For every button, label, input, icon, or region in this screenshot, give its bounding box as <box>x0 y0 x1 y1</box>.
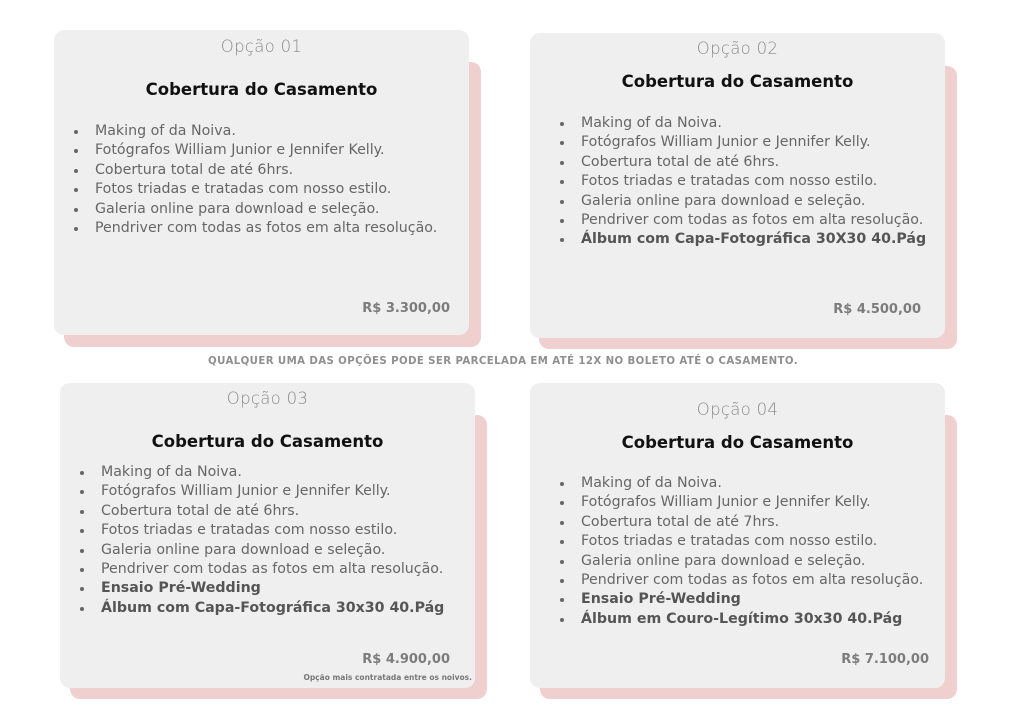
bullet-icon <box>80 549 84 553</box>
bullet-icon <box>560 219 564 223</box>
list-item: Cobertura total de até 6hrs. <box>74 161 437 180</box>
bullet-icon <box>80 510 84 514</box>
bullet-icon <box>560 598 564 602</box>
list-item: Fotos triadas e tratadas com nosso estilo. <box>80 521 444 540</box>
bullet-icon <box>560 540 564 544</box>
bullet-icon <box>80 587 84 591</box>
option-label: Opção 01 <box>220 37 303 56</box>
list-item: Fotógrafos William Junior e Jennifer Kelly. <box>74 141 437 160</box>
bullet-icon <box>560 560 564 564</box>
price: R$ 4.500,00 <box>833 302 921 317</box>
list-item: Making of da Noiva. <box>560 474 923 493</box>
list-item: Pendriver com todas as fotos em alta resolução. <box>560 571 923 590</box>
list-item: Fotógrafos William Junior e Jennifer Kelly. <box>560 133 926 152</box>
option-label: Opção 03 <box>226 389 309 408</box>
list-item: Cobertura total de até 6hrs. <box>80 502 444 521</box>
bullet-icon <box>74 130 78 134</box>
list-item: Pendriver com todas as fotos em alta resolução. <box>74 219 437 238</box>
bullet-icon <box>80 471 84 475</box>
list-item: Fotos triadas e tratadas com nosso estilo. <box>560 532 923 551</box>
bullet-icon <box>560 122 564 126</box>
list-item: Pendriver com todas as fotos em alta resolução. <box>560 211 926 230</box>
bullet-icon <box>74 149 78 153</box>
bullet-icon <box>560 161 564 165</box>
bullet-icon <box>80 490 84 494</box>
feature-list <box>80 463 444 618</box>
feature-list <box>560 114 926 250</box>
feature-list <box>560 474 923 629</box>
bullet-icon <box>560 579 564 583</box>
bullet-icon <box>560 482 564 486</box>
most-popular-note: Opção mais contratada entre os noivos. <box>303 673 472 682</box>
bullet-icon <box>560 501 564 505</box>
list-item: Making of da Noiva. <box>80 463 444 482</box>
price: R$ 7.100,00 <box>841 652 929 667</box>
list-item: Fotógrafos William Junior e Jennifer Kelly. <box>80 482 444 501</box>
list-item: Cobertura total de até 7hrs. <box>560 513 923 532</box>
card-title: Cobertura do Casamento <box>145 80 378 99</box>
bullet-icon <box>560 521 564 525</box>
card-title: Cobertura do Casamento <box>621 433 854 452</box>
option-label: Opção 02 <box>696 39 779 58</box>
card-title: Cobertura do Casamento <box>621 72 854 91</box>
list-item: Álbum em Couro-Legítimo 30x30 40.Pág <box>560 610 923 629</box>
installment-notice: QUALQUER UMA DAS OPÇÕES PODE SER PARCELADA EM ATÉ 12X NO BOLETO ATÉ O CASAMENTO. <box>208 356 798 367</box>
bullet-icon <box>560 618 564 622</box>
bullet-icon <box>74 208 78 212</box>
bullet-icon <box>74 227 78 231</box>
option-card-04 <box>530 383 945 688</box>
bullet-icon <box>80 568 84 572</box>
list-item: Fotos triadas e tratadas com nosso estilo. <box>74 180 437 199</box>
bullet-icon <box>560 238 564 242</box>
list-item: Galeria online para download e seleção. <box>560 192 926 211</box>
bullet-icon <box>74 188 78 192</box>
list-item: Cobertura total de até 6hrs. <box>560 153 926 172</box>
bullet-icon <box>80 529 84 533</box>
list-item: Álbum com Capa-Fotográfica 30X30 40.Pág <box>560 230 926 249</box>
option-card-03 <box>60 383 475 688</box>
list-item: Fotógrafos William Junior e Jennifer Kelly. <box>560 493 923 512</box>
list-item: Fotos triadas e tratadas com nosso estilo. <box>560 172 926 191</box>
list-item: Ensaio Pré-Wedding <box>80 579 444 598</box>
bullet-icon <box>560 180 564 184</box>
option-card-02 <box>530 33 945 338</box>
bullet-icon <box>74 169 78 173</box>
list-item: Making of da Noiva. <box>74 122 437 141</box>
price: R$ 3.300,00 <box>362 301 450 316</box>
feature-list <box>74 122 437 238</box>
price: R$ 4.900,00 <box>362 652 450 667</box>
list-item: Galeria online para download e seleção. <box>560 552 923 571</box>
card-title: Cobertura do Casamento <box>151 432 384 451</box>
bullet-icon <box>560 141 564 145</box>
list-item: Álbum com Capa-Fotográfica 30x30 40.Pág <box>80 599 444 618</box>
bullet-icon <box>80 607 84 611</box>
option-label: Opção 04 <box>696 400 779 419</box>
bullet-icon <box>560 200 564 204</box>
list-item: Galeria online para download e seleção. <box>74 200 437 219</box>
list-item: Making of da Noiva. <box>560 114 926 133</box>
option-card-01 <box>54 30 469 335</box>
list-item: Pendriver com todas as fotos em alta resolução. <box>80 560 444 579</box>
list-item: Galeria online para download e seleção. <box>80 541 444 560</box>
list-item: Ensaio Pré-Wedding <box>560 590 923 609</box>
